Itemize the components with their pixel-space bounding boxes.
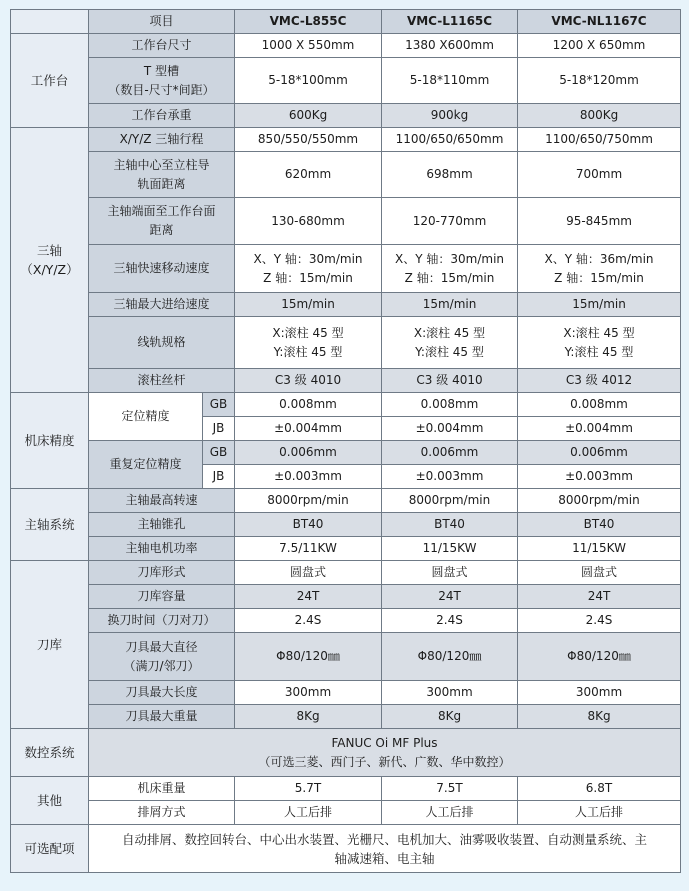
table-row — [11, 245, 681, 293]
table-row — [11, 489, 681, 513]
label-line: 刀具最大直径 — [125, 639, 198, 654]
header-row — [11, 10, 681, 34]
value-cell — [518, 317, 681, 369]
value-cell: 11/15KW — [382, 537, 518, 561]
value-cell: ±0.004mm — [382, 417, 518, 441]
table-row — [11, 633, 681, 681]
std-jb: JB — [203, 417, 235, 441]
value-line: Y:滚柱 45 型 — [564, 344, 634, 359]
value-cell: 700mm — [518, 152, 681, 198]
value-cell: 1200 X 650mm — [518, 34, 681, 58]
category-cnc: 数控系统 — [11, 729, 89, 777]
value-cell: C3 级 4010 — [235, 369, 382, 393]
value-cell: 8000rpm/min — [518, 489, 681, 513]
value-line: Z 轴：15m/min — [554, 270, 644, 285]
table-row — [11, 585, 681, 609]
category-spindle: 主轴系统 — [11, 489, 89, 561]
table-row — [11, 609, 681, 633]
value-cell: 1380 X600mm — [382, 34, 518, 58]
label-line: 轨面距离 — [137, 176, 186, 191]
value-cell: Φ80/120㎜ — [518, 633, 681, 681]
header-blank — [11, 10, 89, 34]
table-row — [11, 393, 681, 417]
value-cell: 1100/650/750mm — [518, 128, 681, 152]
label-tslot-line1: T 型槽 — [143, 63, 180, 78]
value-cell: ±0.004mm — [235, 417, 382, 441]
std-jb: JB — [203, 465, 235, 489]
label-repeat: 重复定位精度 — [89, 441, 203, 489]
value-cell: 5-18*110mm — [382, 58, 518, 104]
value-cell: 5-18*120mm — [518, 58, 681, 104]
value-cell: ±0.004mm — [518, 417, 681, 441]
value-cell — [235, 245, 382, 293]
value-cell: 8Kg — [382, 705, 518, 729]
value-cell: 人工后排 — [382, 801, 518, 825]
label-spindle-column — [89, 152, 235, 198]
value-cell: 0.008mm — [518, 393, 681, 417]
value-cell: BT40 — [235, 513, 382, 537]
value-cell: 2.4S — [235, 609, 382, 633]
label-max-weight: 刀具最大重量 — [89, 705, 235, 729]
value-cell: 8000rpm/min — [382, 489, 518, 513]
table-row — [11, 369, 681, 393]
table-row — [11, 152, 681, 198]
table-row — [11, 825, 681, 873]
value-cell: 圆盘式 — [235, 561, 382, 585]
value-cell: ±0.003mm — [235, 465, 382, 489]
value-cell: 120-770mm — [382, 198, 518, 245]
value-cell: 300mm — [235, 681, 382, 705]
value-cell: 24T — [235, 585, 382, 609]
cnc-value — [89, 729, 681, 777]
table-row — [11, 58, 681, 104]
value-cell: 698mm — [382, 152, 518, 198]
table-row — [11, 441, 681, 465]
label-guide: 线轨规格 — [89, 317, 235, 369]
label-travel: X/Y/Z 三轴行程 — [89, 128, 235, 152]
value-line: X:滚柱 45 型 — [563, 325, 635, 340]
table-row — [11, 34, 681, 58]
value-cell: BT40 — [382, 513, 518, 537]
header-model-1: VMC-L855C — [235, 10, 382, 34]
label-rapid: 三轴快速移动速度 — [89, 245, 235, 293]
label-line: 主轴中心至立柱导 — [113, 157, 210, 172]
table-row — [11, 513, 681, 537]
category-magazine: 刀库 — [11, 561, 89, 729]
value-cell: Φ80/120㎜ — [235, 633, 382, 681]
spec-table-container — [10, 9, 681, 873]
table-row — [11, 729, 681, 777]
value-cell: 600Kg — [235, 104, 382, 128]
cnc-line1: FANUC Oi MF Plus — [331, 735, 438, 750]
value-cell: 6.8T — [518, 777, 681, 801]
label-line: 距离 — [149, 223, 174, 237]
value-cell: 0.006mm — [235, 441, 382, 465]
value-cell: 130-680mm — [235, 198, 382, 245]
table-row — [11, 128, 681, 152]
value-cell: 300mm — [382, 681, 518, 705]
table-row — [11, 537, 681, 561]
value-cell: 8Kg — [518, 705, 681, 729]
label-worktable-size: 工作台尺寸 — [89, 34, 235, 58]
header-item: 项目 — [89, 10, 235, 34]
value-line: X、Y 轴：30m/min — [253, 251, 363, 266]
header-model-2: VMC-L1165C — [382, 10, 518, 34]
label-tslot — [89, 58, 235, 104]
value-cell: 11/15KW — [518, 537, 681, 561]
options-line1: 自动排屑、数控回转台、中心出水装置、光栅尺、电机加大、油雾吸收装置、自动测量系统、主 — [122, 831, 648, 847]
value-cell: 5-18*100mm — [235, 58, 382, 104]
label-spindle-taper: 主轴锥孔 — [89, 513, 235, 537]
category-precision: 机床精度 — [11, 393, 89, 489]
value-cell: 15m/min — [235, 293, 382, 317]
table-row — [11, 681, 681, 705]
category-axes-line1: 三轴 — [36, 243, 62, 258]
value-cell: 850/550/550mm — [235, 128, 382, 152]
value-cell: 24T — [382, 585, 518, 609]
category-axes — [11, 128, 89, 393]
label-max-diameter — [89, 633, 235, 681]
value-cell: 300mm — [518, 681, 681, 705]
table-row — [11, 317, 681, 369]
options-line2: 轴减速箱、电主轴 — [334, 850, 435, 866]
label-change-time: 换刀时间（刀对刀） — [89, 609, 235, 633]
value-cell: 900kg — [382, 104, 518, 128]
value-cell: C3 级 4012 — [518, 369, 681, 393]
label-line: （满刀/邻刀） — [123, 658, 200, 673]
value-cell: 15m/min — [518, 293, 681, 317]
value-cell: 8000rpm/min — [235, 489, 382, 513]
value-cell: 7.5/11KW — [235, 537, 382, 561]
value-cell: 5.7T — [235, 777, 382, 801]
label-positioning: 定位精度 — [89, 393, 203, 441]
value-cell: 1100/650/650mm — [382, 128, 518, 152]
options-value — [89, 825, 681, 873]
spec-table — [10, 9, 681, 873]
value-cell: 0.008mm — [382, 393, 518, 417]
std-gb: GB — [203, 393, 235, 417]
label-tslot-line2: （数目-尺寸*间距） — [108, 82, 215, 97]
value-cell: 800Kg — [518, 104, 681, 128]
value-cell: C3 级 4010 — [382, 369, 518, 393]
label-machine-weight: 机床重量 — [89, 777, 235, 801]
value-cell: Φ80/120㎜ — [382, 633, 518, 681]
header-model-3: VMC-NL1167C — [518, 10, 681, 34]
label-spindle-table — [89, 198, 235, 245]
value-cell: 圆盘式 — [518, 561, 681, 585]
label-spindle-speed: 主轴最高转速 — [89, 489, 235, 513]
value-cell: 95-845mm — [518, 198, 681, 245]
value-cell: BT40 — [518, 513, 681, 537]
cnc-line2: （可选三菱、西门子、新代、广数、华中数控） — [258, 754, 511, 769]
table-row — [11, 293, 681, 317]
value-cell — [382, 245, 518, 293]
label-spindle-power: 主轴电机功率 — [89, 537, 235, 561]
value-cell: 1000 X 550mm — [235, 34, 382, 58]
value-cell: 2.4S — [382, 609, 518, 633]
value-cell — [382, 317, 518, 369]
value-cell: 人工后排 — [518, 801, 681, 825]
category-worktable: 工作台 — [11, 34, 89, 128]
category-other: 其他 — [11, 777, 89, 825]
value-cell: 15m/min — [382, 293, 518, 317]
value-line: Z 轴：15m/min — [404, 270, 495, 285]
value-cell: 圆盘式 — [382, 561, 518, 585]
value-cell: 0.006mm — [382, 441, 518, 465]
label-max-length: 刀具最大长度 — [89, 681, 235, 705]
table-row — [11, 198, 681, 245]
value-cell: 2.4S — [518, 609, 681, 633]
value-cell — [235, 317, 382, 369]
value-cell: 7.5T — [382, 777, 518, 801]
label-magazine-type: 刀库形式 — [89, 561, 235, 585]
value-line: Z 轴：15m/min — [263, 270, 353, 285]
label-screw: 滚柱丝杆 — [89, 369, 235, 393]
value-cell: ±0.003mm — [382, 465, 518, 489]
table-row — [11, 777, 681, 801]
value-cell: 人工后排 — [235, 801, 382, 825]
category-axes-line2: （X/Y/Z） — [20, 262, 79, 277]
table-row — [11, 705, 681, 729]
label-chip: 排屑方式 — [89, 801, 235, 825]
label-feed: 三轴最大进给速度 — [89, 293, 235, 317]
value-cell: 0.006mm — [518, 441, 681, 465]
value-line: X:滚柱 45 型 — [413, 325, 486, 340]
value-cell: 24T — [518, 585, 681, 609]
value-line: X:滚柱 45 型 — [272, 325, 344, 340]
std-gb: GB — [203, 441, 235, 465]
value-line: X、Y 轴：30m/min — [395, 251, 505, 266]
value-cell: 0.008mm — [235, 393, 382, 417]
label-magazine-capacity: 刀库容量 — [89, 585, 235, 609]
value-cell: 8Kg — [235, 705, 382, 729]
table-row — [11, 561, 681, 585]
value-cell: ±0.003mm — [518, 465, 681, 489]
label-worktable-load: 工作台承重 — [89, 104, 235, 128]
value-line: Y:滚柱 45 型 — [415, 344, 484, 359]
table-row — [11, 104, 681, 128]
category-options: 可选配项 — [11, 825, 89, 873]
label-line: 主轴端面至工作台面 — [107, 204, 216, 218]
table-row — [11, 801, 681, 825]
value-cell: 620mm — [235, 152, 382, 198]
value-line: X、Y 轴：36m/min — [544, 251, 654, 266]
value-cell — [518, 245, 681, 293]
value-line: Y:滚柱 45 型 — [273, 344, 343, 359]
